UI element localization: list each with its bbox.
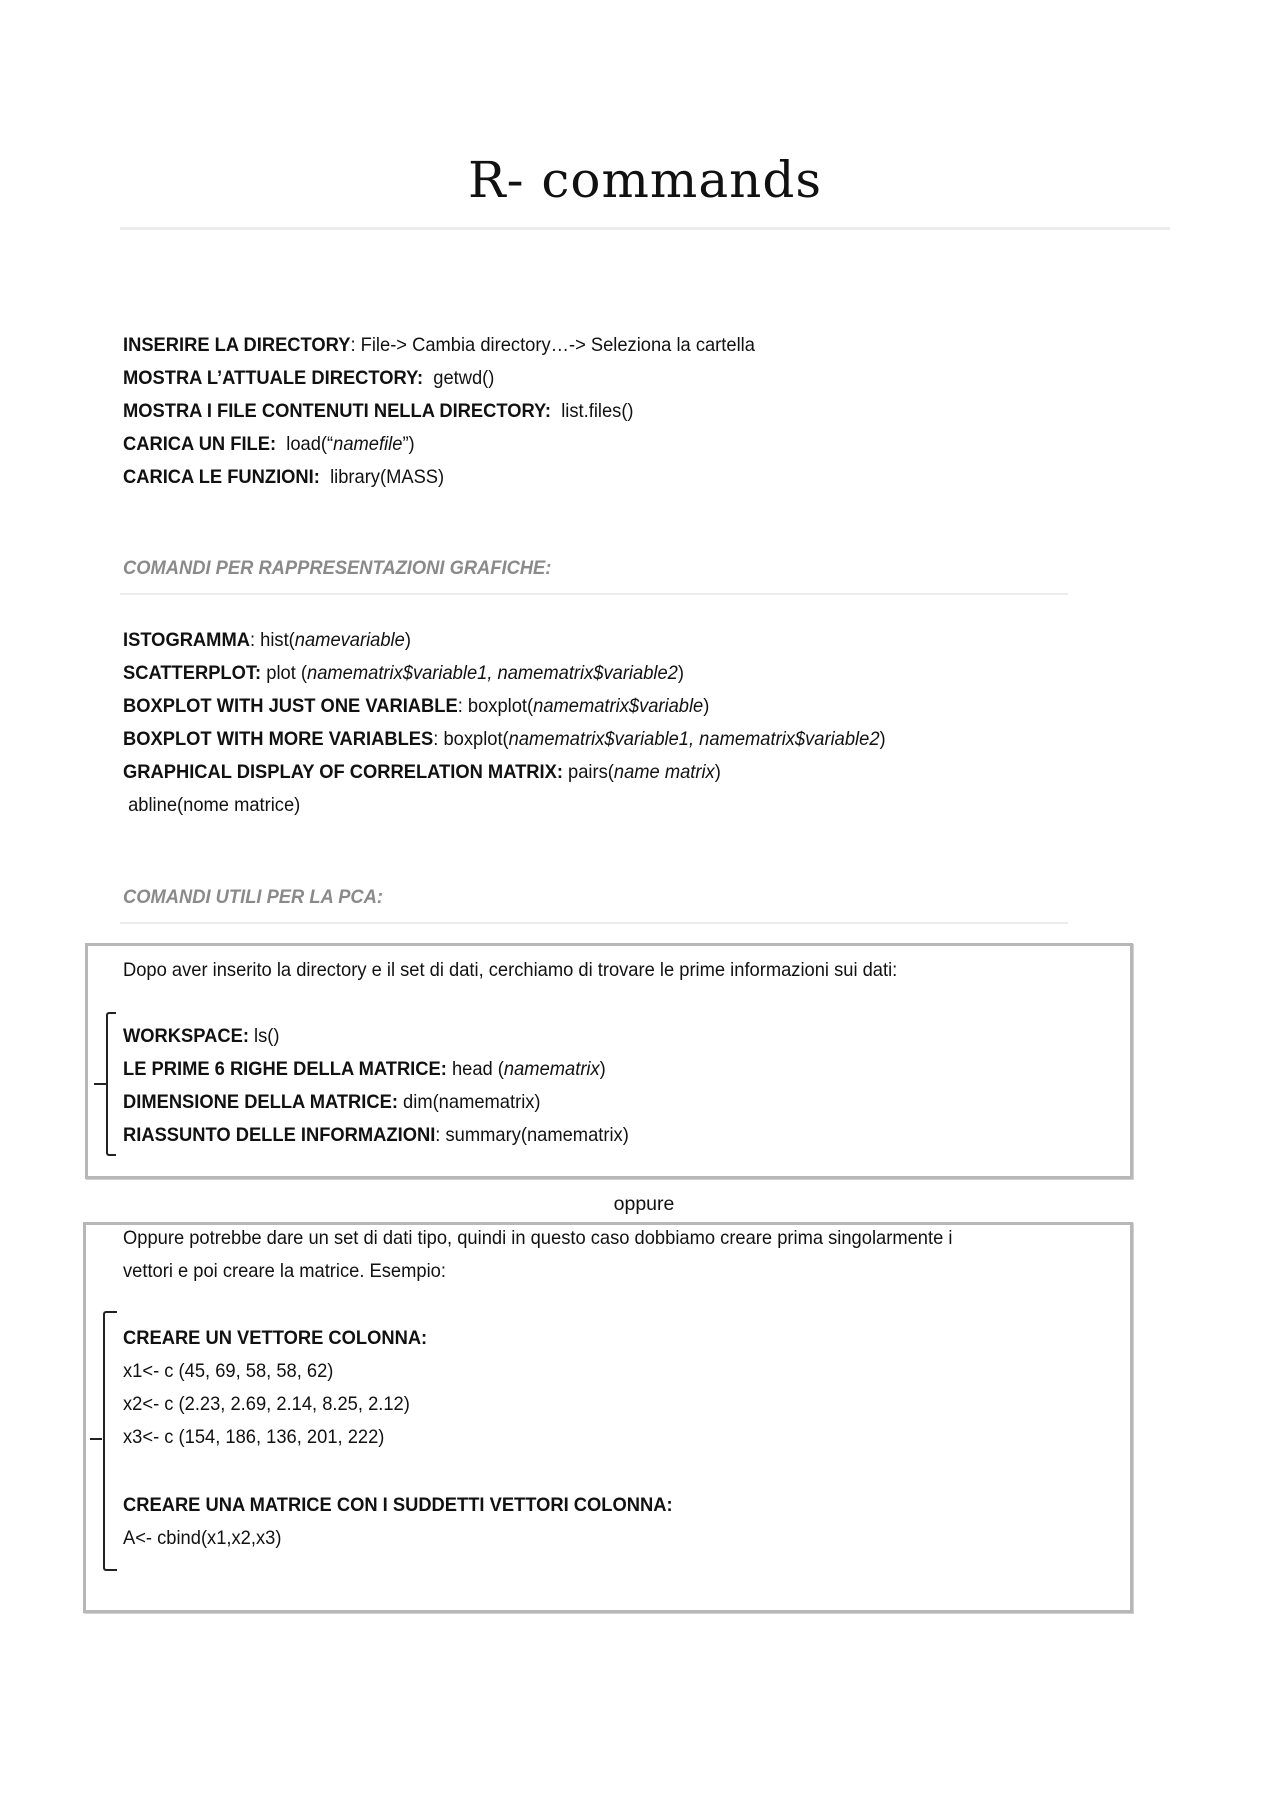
intro-line-getwd: MOSTRA L’ATTUALE DIRECTORY: getwd() [123,367,495,389]
graphics-line-scatterplot: SCATTERPLOT: plot (namematrix$variable1, namematrix$variable2) [123,662,684,684]
graphics-line-boxplot-more: BOXPLOT WITH MORE VARIABLES: boxplot(namematrix$variable1, namematrix$variable2) [123,728,886,750]
box1-bracket-tip [94,1083,106,1085]
box2-matrix-heading: CREARE UNA MATRICE CON I SUDDETTI VETTORI COLONNA: [123,1494,673,1516]
document-title: R- commands [467,151,823,209]
box2-matrix-command: A<- cbind(x1,x2,x3) [123,1527,282,1549]
box1-line-workspace: WORKSPACE: ls() [123,1025,280,1047]
title-divider [120,227,1170,230]
intro-line-directory: INSERIRE LA DIRECTORY: File-> Cambia directory…-> Seleziona la cartella [123,334,755,356]
box2-vector-heading: CREARE UN VETTORE COLONNA: [123,1327,428,1349]
intro-line-library: CARICA LE FUNZIONI: library(MASS) [123,466,445,488]
section-heading-graphics: COMANDI PER RAPPRESENTAZIONI GRAFICHE: [123,557,552,579]
box1-line-summary: RIASSUNTO DELLE INFORMAZIONI: summary(namematrix) [123,1124,629,1146]
box1-line-dim: DIMENSIONE DELLA MATRICE: dim(namematrix) [123,1091,541,1113]
pca-divider [120,922,1068,924]
section-heading-pca: COMANDI UTILI PER LA PCA: [123,886,384,908]
box1-bracket-icon [106,1012,116,1156]
graphics-divider [120,593,1068,595]
box1-line-head: LE PRIME 6 RIGHE DELLA MATRICE: head (namematrix) [123,1058,606,1080]
box2-intro-line-1: Oppure potrebbe dare un set di dati tipo, quindi in questo caso dobbiamo creare prima singolarmente i [123,1227,953,1249]
box2-vector-x1: x1<- c (45, 69, 58, 58, 62) [123,1360,334,1382]
graphics-line-abline: abline(nome matrice) [123,794,301,816]
box2-bracket-icon [103,1311,117,1571]
intro-line-list-files: MOSTRA I FILE CONTENUTI NELLA DIRECTORY: list.files() [123,400,634,422]
separator-oppure: oppure [613,1193,675,1215]
box1-intro: Dopo aver inserito la directory e il set di dati, cerchiamo di trovare le prime informazioni sui dati: [123,959,898,981]
graphics-line-histogram: ISTOGRAMMA: hist(namevariable) [123,629,411,651]
box2-bracket-tip [90,1438,102,1440]
intro-line-load: CARICA UN FILE: load(“namefile”) [123,433,415,455]
box2-vector-x2: x2<- c (2.23, 2.69, 2.14, 8.25, 2.12) [123,1393,410,1415]
graphics-line-pairs: GRAPHICAL DISPLAY OF CORRELATION MATRIX: pairs(name matrix) [123,761,721,783]
graphics-line-boxplot-one: BOXPLOT WITH JUST ONE VARIABLE: boxplot(namematrix$variable) [123,695,710,717]
box2-vector-x3: x3<- c (154, 186, 136, 201, 222) [123,1426,385,1448]
box2-intro-line-2: vettori e poi creare la matrice. Esempio: [123,1260,446,1282]
